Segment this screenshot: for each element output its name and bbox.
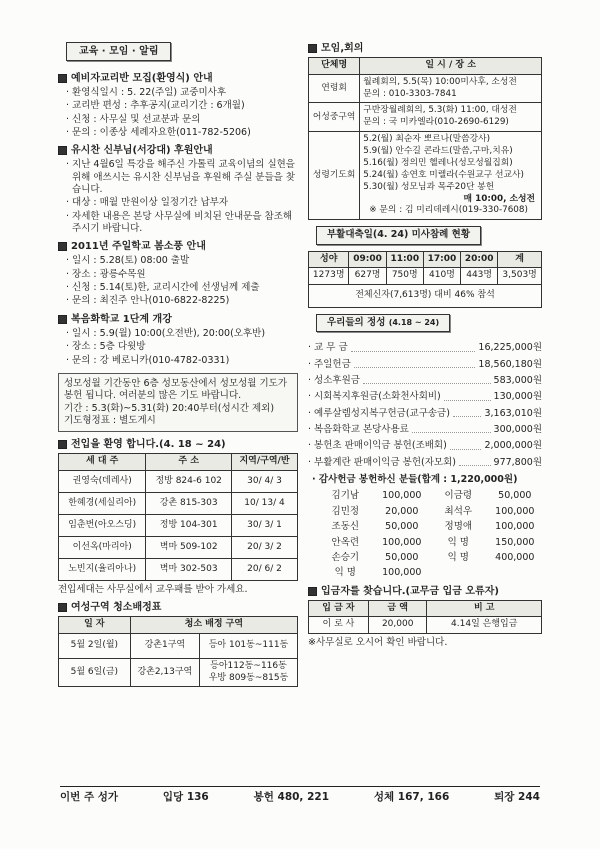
donor-cell: 50,000	[385, 521, 419, 533]
donor-cell: 이금령	[444, 490, 473, 502]
donor-cell: 손승기	[331, 551, 360, 563]
list-item: · 문의 : 강 베로니카(010-4782-0331)	[62, 355, 298, 367]
donor-cell: 400,000	[495, 551, 535, 563]
offering-list	[308, 342, 542, 469]
table-header: 주 소	[146, 454, 232, 471]
offering-title: 우리들의 정성 (4.18 ~ 24)	[316, 314, 450, 332]
list-item: · 장소 : 5층 다윗방	[62, 341, 298, 353]
list-item: · 장소 : 광릉수목원	[62, 269, 298, 281]
list-item: · 문의 : 최진주 안나(010-6822-8225)	[62, 295, 298, 307]
table-row: 이 로 사 20,000 4.14일 은행입금	[309, 617, 542, 634]
table-header: 지역/구역/반	[232, 454, 298, 471]
square-bullet-icon	[308, 587, 317, 596]
table-row: 1273명 627명 750명 410명 443명 3,503명	[309, 268, 542, 285]
table-header: 세 대 주	[59, 454, 146, 471]
donor-cell: 안옥련	[331, 536, 360, 548]
meeting-table	[308, 57, 542, 220]
offering-section	[308, 308, 542, 580]
welcome-note: 전입세대는 사무실에서 교우패를 받아 가세요.	[58, 583, 248, 595]
donor-cell: 150,000	[495, 536, 535, 548]
square-bullet-icon	[58, 603, 67, 612]
offering-item: · 시회복지후원금(소화천사회비) 130,000원	[308, 391, 542, 403]
right-column	[308, 42, 542, 652]
left-column	[58, 42, 298, 687]
square-bullet-icon	[58, 146, 67, 155]
donor-cell: 20,000	[385, 505, 419, 517]
cleaning-table	[58, 616, 298, 687]
sponsor-notice	[58, 144, 298, 235]
list-item: · 지난 4월6일 특강을 해주신 가톨릭 교육이념의 실현을 위해 애쓰시는 유시찬 신부님을 후원해 주실 분들을 찾습니다.	[62, 159, 298, 196]
hymn-offertory: 봉헌 480, 221	[253, 791, 329, 803]
deposit-table: 입 금 자 금 액 비 고 이 로 사 20,000 4.14일 은행입금	[308, 600, 542, 634]
list-item: · 신청 : 5.14(토)한, 교리시간에 선생님께 제출	[62, 282, 298, 294]
donor-cell: 100,000	[382, 490, 422, 502]
meeting-title: 모임,회의	[321, 43, 364, 54]
table-row: 임춘번(아오스딩) 정방 104-301 30/ 3/ 1	[59, 514, 298, 536]
offering-item: · 주일헌금 18,560,180원	[308, 359, 542, 371]
list-item: · 대상 : 매월 만원이상 일정기간 납부자	[62, 197, 298, 209]
cleaning-title: 여성구역 청소배정표	[71, 602, 162, 614]
donor-cell	[437, 567, 480, 579]
hymn-communion: 성체 167, 166	[373, 791, 450, 803]
donor-cell: 익 명	[447, 551, 469, 563]
donor-cell: 김민정	[331, 505, 360, 517]
donor-grid	[324, 490, 542, 579]
square-bullet-icon	[58, 242, 67, 251]
table-row: 한혜경(세실리아) 강촌 815-303 10/ 13/ 4	[59, 492, 298, 514]
table-row: 이선옥(마리아) 벽마 509-102 20/ 3/ 2	[59, 536, 298, 558]
square-bullet-icon	[58, 74, 67, 83]
table-row: 권영숙(데레사) 정방 824-6 102 30/ 4/ 3	[59, 470, 298, 492]
donor-cell: 100,000	[382, 567, 422, 579]
box-line: 성모성월 기간동안 6층 성모동산에서 성모성월 기도가 봉헌 됩니다. 여러분의 많은 기도 바랍니다.	[64, 377, 288, 402]
table-row: 전체신자(7,613명) 대비 46% 참석	[309, 285, 542, 308]
table-header: 청소 배정 구역	[130, 617, 297, 634]
deposit-section	[308, 585, 542, 650]
table-row: 노빈지(율리아나) 벽마 302-503 20/ 6/ 2	[59, 558, 298, 580]
may-prayer-box	[58, 373, 298, 432]
school-notice	[58, 313, 298, 367]
table-header: 일 시 / 장 소	[360, 58, 542, 75]
table-row: 연령회 월례회의, 5.5(목) 10:00미사후, 소성전 문의 : 010-3303-7841	[309, 74, 542, 103]
donor-cell: 익 명	[447, 536, 469, 548]
list-item: · 일시 : 5.9(월) 10:00(오전반), 20:00(오후반)	[62, 328, 298, 340]
list-item: · 문의 : 이종상 세례자요한(011-782-5206)	[62, 127, 298, 139]
table-row: 어성중구역 구반장월례회의, 5.3(화) 11:00, 대성전 문의 : 국 미카엘라(010-2690-6129)	[309, 103, 542, 132]
list-item: · 신청 : 사무실 및 선교분과 문의	[62, 114, 298, 126]
donor-cell: 최석우	[444, 505, 473, 517]
table-header: 일 자	[59, 617, 131, 634]
table-row: 5월 6일(금) 강촌2,13구역 등아112동~116동 우방 809동~815동	[59, 658, 298, 686]
list-item: · 교리반 편성 : 추후공지(교리기간 : 6개월)	[62, 100, 298, 112]
box-line: 기도형정표 : 별도게시	[64, 414, 156, 426]
square-bullet-icon	[58, 440, 67, 449]
offering-item: · 교 무 금 16,225,000원	[308, 342, 542, 354]
meeting-section	[308, 42, 542, 220]
deposit-note: ※사무실로 오시어 확인 바랍니다.	[308, 636, 448, 648]
donor-cell: 정명애	[444, 521, 473, 533]
offering-item: · 성소후원금 583,000원	[308, 375, 542, 387]
easter-title: 부활대축일(4. 24) 미사참례 현황	[316, 226, 481, 244]
hymn-entrance: 입당 136	[162, 791, 209, 803]
school-title: 복음화학교 1단계 개강	[71, 313, 172, 325]
donor-cell: 50,000	[498, 490, 532, 502]
easter-table: 성야 09:00 11:00 17:00 20:00 계 1273명 627명 750명 410명 443명 3,503명 전체신자(7,613명) 대비 46% 참석	[308, 251, 542, 308]
welcome-section	[58, 438, 298, 596]
list-item: · 환영식일시 : 5. 22(주일) 교중미사후	[62, 87, 298, 99]
welcome-title: 전입을 환영 합니다.(4. 18 ~ 24)	[71, 439, 226, 451]
catechumen-title: 예비자교리반 모집(환영식) 안내	[71, 73, 213, 84]
donor-cell	[488, 567, 542, 579]
list-item: · 자세한 내용은 본당 사무실에 비치된 안내문을 참조해 주시기 바랍니다.	[62, 211, 298, 236]
easter-section	[308, 220, 542, 308]
offering-item: · 복음화학교 본당사용료 300,000원	[308, 424, 542, 436]
table-row: 5월 2일(월) 강촌1구역 등아 101동~111동	[59, 633, 298, 658]
welcome-table	[58, 453, 298, 581]
square-bullet-icon	[308, 44, 317, 53]
table-row: 성령기도회 5.2(월) 최순자 뽀르나(말씀강사) 5.9(월) 안수길 콘라드(말씀,구마,치유) 5.16(월) 정의민 헬레나(성모성월집회) 5.24(월) 송연호 미렐라(수원교구 선교사) 5.30(월) 성모님과 목주20단 봉헌 매 10:00, 소성전 ※ 문의 : 김 미리데레시(019-330-7608)	[309, 132, 542, 220]
offering-item: · 예루살렘성지복구헌금(교구송금) 3,163,010원	[308, 408, 542, 420]
offering-item: · 부활계란 판매이익금 봉헌(자모회) 977,800원	[308, 457, 542, 469]
hymn-label: 이번 주 성가	[60, 791, 119, 803]
donor-cell: 100,000	[382, 536, 422, 548]
picnic-title: 2011년 주일학교 봄소풍 안내	[71, 241, 206, 253]
hymn-footer	[60, 786, 540, 805]
list-item: · 일시 : 5.28(토) 08:00 출발	[62, 255, 298, 267]
cleaning-section	[58, 601, 298, 687]
offering-item: · 봉헌초 판매이익금 봉헌(조배회) 2,000,000원	[308, 440, 542, 452]
donor-cell: 100,000	[495, 521, 535, 533]
thanks-title: · 감사헌금 봉헌하신 분들(합계 : 1,220,000원)	[312, 474, 518, 486]
left-section-header: 교육 · 모임 · 알림	[66, 42, 171, 61]
donor-cell: 50,000	[385, 551, 419, 563]
box-line: 기간 : 5.3(화)~5.31(화) 20:40부터(성시간 제외)	[64, 402, 275, 414]
donor-cell: 100,000	[495, 505, 535, 517]
hymn-exit: 퇴장 244	[494, 791, 540, 803]
catechumen-notice	[58, 72, 298, 139]
donor-cell: 조동신	[331, 521, 360, 533]
picnic-notice	[58, 240, 298, 307]
donor-cell: 김기남	[331, 490, 360, 502]
square-bullet-icon	[58, 315, 67, 324]
table-header: 단체명	[309, 58, 360, 75]
deposit-title: 입금자를 찾습니다.(교무금 입금 오류자)	[321, 585, 499, 597]
donor-cell: 익 명	[334, 567, 356, 579]
sponsor-title: 유시찬 신부님(서강대) 후원안내	[71, 145, 213, 157]
